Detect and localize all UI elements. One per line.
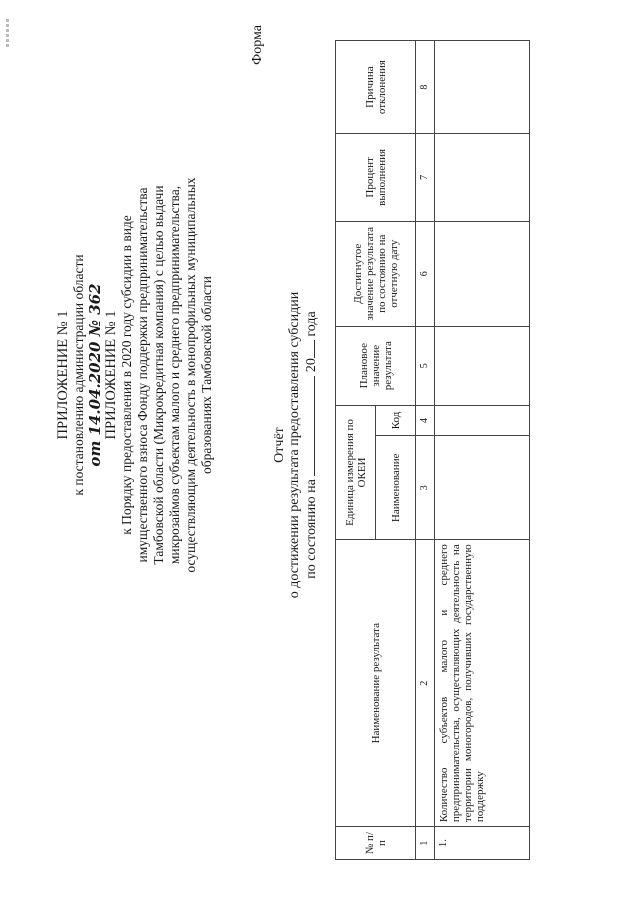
report-subtitle: о достижении результата предоставления субсидии (287, 291, 302, 599)
column-number-row (416, 41, 435, 860)
appendix-title: ПРИЛОЖЕНИЕ № 1 (55, 310, 71, 440)
appendix-text-line-2: имущественного взноса Фонду поддержки предпринимательства (135, 187, 150, 563)
report-year-prefix: 20 (304, 358, 319, 373)
appendix-text-line-1: к Порядку предоставления в 2020 году субсидии в виде (119, 215, 134, 535)
row-planned (435, 326, 530, 405)
form-label: Форма (250, 25, 265, 65)
report-title: Отчёт (272, 427, 287, 463)
report-year-suffix: года (304, 311, 319, 337)
row-achieved (435, 221, 530, 326)
header-unit-code: Код (376, 405, 416, 436)
row-reason (435, 41, 530, 134)
row-unit-name (435, 436, 530, 540)
appendix-title-2: ПРИЛОЖЕНИЕ № 1 (103, 310, 119, 440)
row-name: Количество субъектов малого и среднего предпринимательства, осуществляющих деятельность на территории моногородов, получивших государственную поддержку (435, 540, 530, 827)
header-unit: Единица измерения по ОКЕИ (336, 405, 376, 540)
col-num-4: 4 (416, 405, 435, 436)
handwritten-date-number: от 14.04.2020 № 362 (86, 283, 104, 467)
report-date-line (302, 285, 319, 605)
col-num-2: 2 (416, 540, 435, 827)
header-planned: Плановое значение результата (336, 326, 416, 405)
year-blank (302, 340, 315, 358)
table-row (435, 41, 530, 860)
header-reason: Причина отклонения (336, 41, 416, 134)
report-heading (272, 285, 319, 605)
col-num-1: 1 (416, 827, 435, 860)
appendix-text-line-6: образованиях Тамбовской области (199, 275, 214, 475)
appendix-text-line-5: осуществляющим деятельность в монопрофильных муниципальных (183, 177, 198, 573)
col-num-7: 7 (416, 134, 435, 222)
header-num: № п/п (336, 827, 416, 860)
row-percent (435, 134, 530, 222)
header-unit-name: Наименование (376, 436, 416, 540)
report-date-prefix: по состоянию на (304, 479, 319, 579)
col-num-5: 5 (416, 326, 435, 405)
row-num: 1. (435, 827, 530, 860)
col-num-6: 6 (416, 221, 435, 326)
header-achieved: Достигнутое значение результата по состоянию на отчетную дату (336, 221, 416, 326)
col-num-3: 3 (416, 436, 435, 540)
appendix-text-line-4: микрозаймов субъектам малого и среднего предпринимательства, (167, 185, 182, 565)
row-unit-code (435, 405, 530, 436)
col-num-8: 8 (416, 41, 435, 134)
scan-smudge (6, 17, 9, 47)
appendix-text-line-3: Тамбовской области (Микрокредитная компания) с целью выдачи (151, 185, 166, 565)
header-name: Наименование результата (336, 540, 416, 827)
header-percent: Процент выполнения (336, 134, 416, 222)
appendix-decree-line: к постановлению администрации области (71, 254, 86, 496)
date-blank (302, 376, 315, 476)
appendix-header (55, 95, 215, 655)
results-table (335, 40, 530, 860)
